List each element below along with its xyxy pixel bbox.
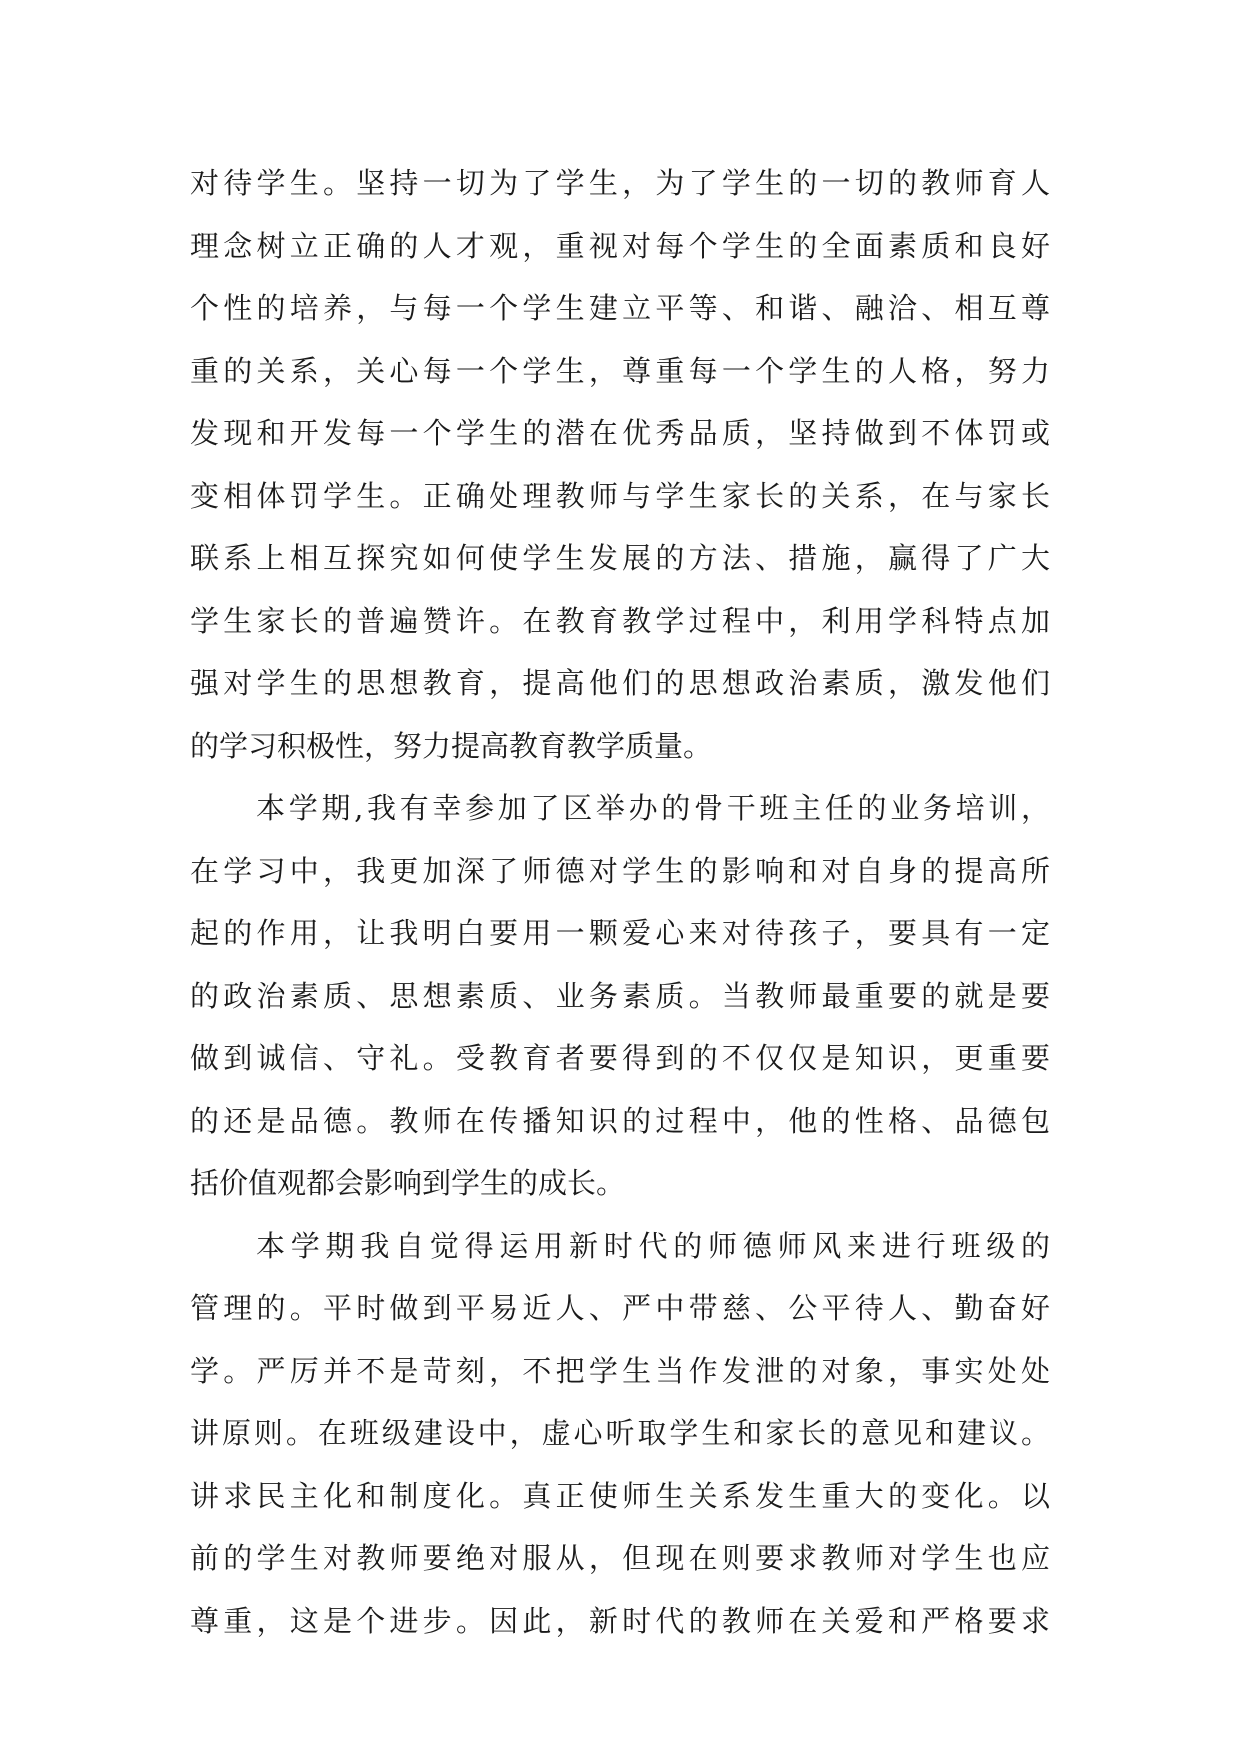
text-line: 起的作用，让我明白要用一颗爱心来对待孩子，要具有一定 bbox=[190, 916, 1050, 950]
text-line: 尊重，这是个进步。因此，新时代的教师在关爱和严格要求 bbox=[190, 1603, 1050, 1638]
text-line: 变相体罚学生。正确处理教师与学生家长的关系，在与家长 bbox=[190, 478, 1050, 513]
text-line: 对待学生。坚持一切为了学生，为了学生的一切的教师育人 bbox=[190, 166, 1050, 200]
body-text bbox=[190, 152, 1050, 1652]
text-line: 管理的。平时做到平易近人、严中带慈、公平待人、勤奋好 bbox=[190, 1291, 1050, 1325]
paragraph-first-line: 本学期,我有幸参加了区举办的骨干班主任的业务培训， bbox=[256, 791, 1050, 825]
text-line: 重的关系，关心每一个学生，尊重每一个学生的人格，努力 bbox=[190, 353, 1050, 388]
text-line: 前的学生对教师要绝对服从，但现在则要求教师对学生也应 bbox=[190, 1541, 1050, 1575]
text-line: 做到诚信、守礼。受教育者要得到的不仅仅是知识，更重要 bbox=[190, 1041, 1050, 1075]
text-line: 个性的培养，与每一个学生建立平等、和谐、融洽、相互尊 bbox=[190, 291, 1050, 325]
text-line: 强对学生的思想教育，提高他们的思想政治素质，激发他们 bbox=[190, 666, 1050, 700]
text-line: 的还是品德。教师在传播知识的过程中，他的性格、品德包 bbox=[190, 1103, 1050, 1138]
text-line: 学生家长的普遍赞许。在教育教学过程中，利用学科特点加 bbox=[190, 603, 1050, 638]
text-line: 发现和开发每一个学生的潜在优秀品质，坚持做到不体罚或 bbox=[190, 416, 1050, 450]
text-line: 讲原则。在班级建设中，虚心听取学生和家长的意见和建议。 bbox=[190, 1416, 1050, 1450]
text-line: 括价值观都会影响到学生的成长。 bbox=[190, 1166, 626, 1200]
text-line: 联系上相互探究如何使学生发展的方法、措施，赢得了广大 bbox=[190, 541, 1050, 575]
text-line: 在学习中，我更加深了师德对学生的影响和对自身的提高所 bbox=[190, 853, 1050, 888]
text-line: 学。严厉并不是苛刻，不把学生当作发泄的对象，事实处处 bbox=[190, 1353, 1050, 1388]
text-line: 的政治素质、思想素质、业务素质。当教师最重要的就是要 bbox=[190, 978, 1050, 1013]
paragraph-first-line: 本学期我自觉得运用新时代的师德师风来进行班级的 bbox=[256, 1228, 1050, 1263]
text-line: 的学习积极性，努力提高教育教学质量。 bbox=[190, 728, 713, 763]
text-line: 讲求民主化和制度化。真正使师生关系发生重大的变化。以 bbox=[190, 1478, 1050, 1513]
text-line: 理念树立正确的人才观，重视对每个学生的全面素质和良好 bbox=[190, 228, 1050, 263]
